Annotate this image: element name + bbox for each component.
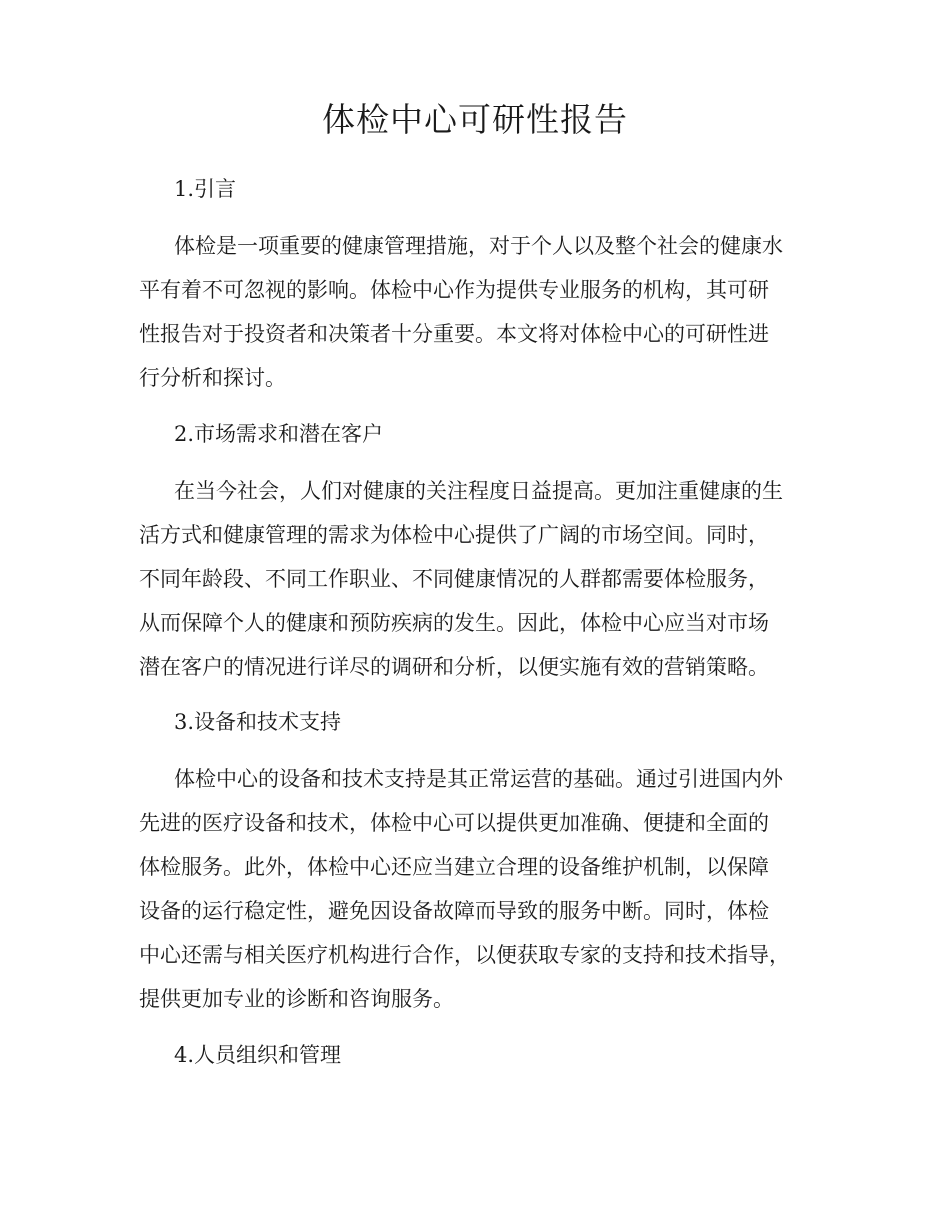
section-heading-2: 2.市场需求和潜在客户 <box>174 422 384 446</box>
paragraph-line: 中心还需与相关医疗机构进行合作，以便获取专家的支持和技术指导， <box>139 943 790 967</box>
paragraph-line: 潜在客户的情况进行详尽的调研和分析，以便实施有效的营销策略。 <box>139 655 769 679</box>
paragraph-line: 体检服务。此外，体检中心还应当建立合理的设备维护机制，以保障 <box>139 855 769 879</box>
paragraph-line: 活方式和健康管理的需求为体检中心提供了广阔的市场空间。同时， <box>139 523 769 547</box>
paragraph-line: 在当今社会，人们对健康的关注程度日益提高。更加注重健康的生 <box>174 479 783 503</box>
document-title: 体检中心可研性报告 <box>322 100 628 139</box>
section-heading-1: 1.引言 <box>174 177 237 201</box>
section-heading-4: 4.人员组织和管理 <box>174 1043 342 1067</box>
paragraph-line: 行分析和探讨。 <box>139 366 286 390</box>
paragraph-line: 性报告对于投资者和决策者十分重要。本文将对体检中心的可研性进 <box>139 322 769 346</box>
paragraph-line: 提供更加专业的诊断和咨询服务。 <box>139 987 454 1011</box>
paragraph-line: 从而保障个人的健康和预防疾病的发生。因此，体检中心应当对市场 <box>139 611 769 635</box>
paragraph-line: 先进的医疗设备和技术，体检中心可以提供更加准确、便捷和全面的 <box>139 811 769 835</box>
paragraph-line: 体检是一项重要的健康管理措施，对于个人以及整个社会的健康水 <box>174 234 783 258</box>
paragraph-line: 不同年龄段、不同工作职业、不同健康情况的人群都需要体检服务， <box>139 567 769 591</box>
paragraph-line: 平有着不可忽视的影响。体检中心作为提供专业服务的机构，其可研 <box>139 278 769 302</box>
section-heading-3: 3.设备和技术支持 <box>174 710 342 734</box>
paragraph-line: 体检中心的设备和技术支持是其正常运营的基础。通过引进国内外 <box>174 767 783 791</box>
paragraph-line: 设备的运行稳定性，避免因设备故障而导致的服务中断。同时，体检 <box>139 899 769 923</box>
